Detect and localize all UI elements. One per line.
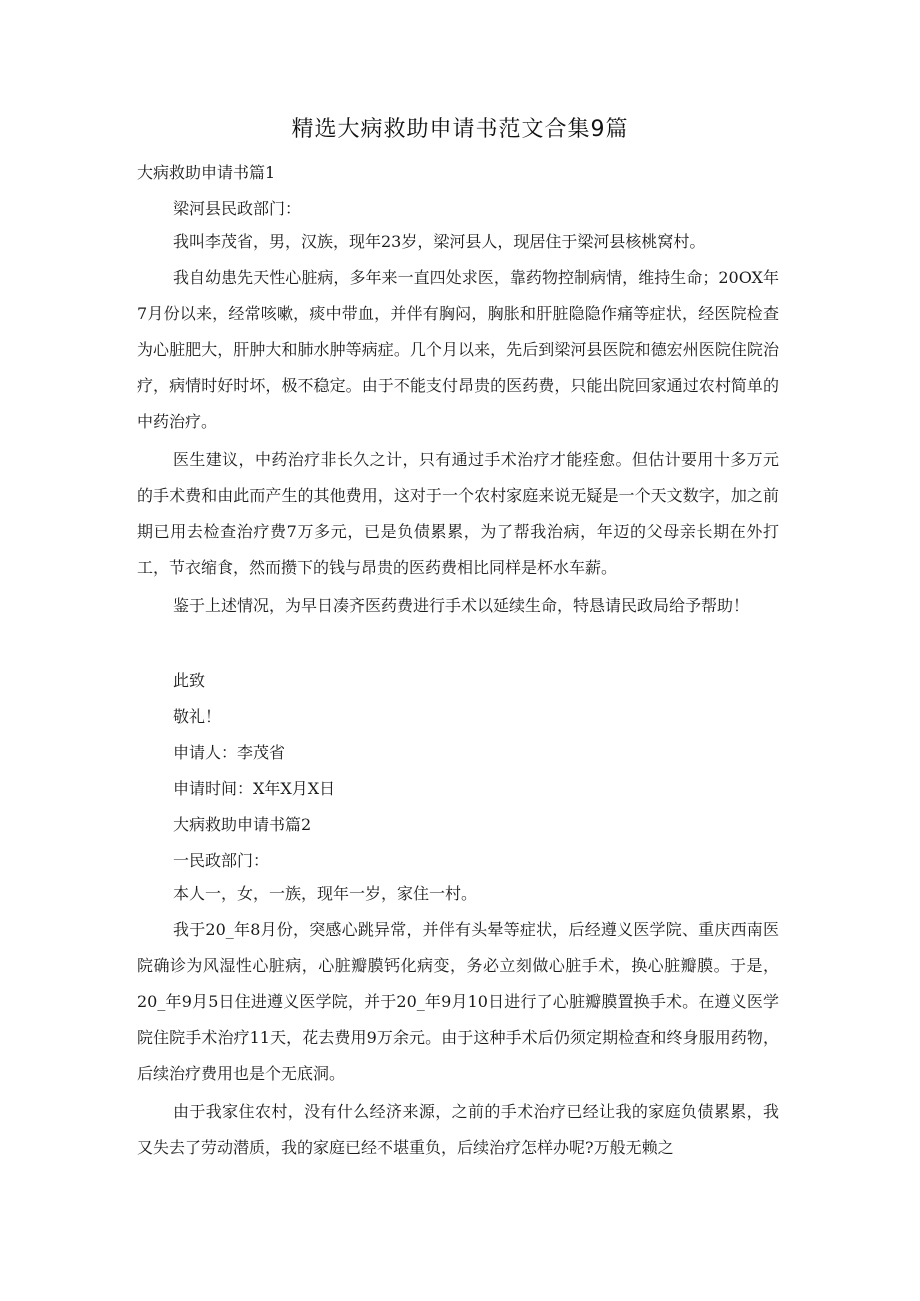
salutation: 一民政部门： <box>173 851 270 870</box>
application-date: 申请时间：X年X月X日 <box>173 779 336 798</box>
paragraph: 由于我家住农村，没有什么经济来源，之前的手术治疗已经让我的家庭负债累累，我又失去了劳动潜质，我的家庭已经不堪重负，后续治疗怎样办呢?万般无赖之 <box>137 1102 779 1157</box>
closing-line: 此致 <box>173 671 206 690</box>
paragraph: 鉴于上述情况，为早日凑齐医药费进行手术以延续生命，特恳请民政局给予帮助！ <box>173 596 750 615</box>
paragraph: 我自幼患先天性心脏病，多年来一直四处求医，靠药物控制病情，维持生命；20OX年7月份以来，经常咳嗽，痰中带血，并伴有胸闷，胸胀和肝脏隐隐作痛等症状，经医院检查为心脏肥大，肝肿大和肺水肿等病症。几个月以来，先后到梁河县医院和德宏州医院住院治疗，病情时好时坏，极不稳定。由于不能支付昂贵的医药费，只能出院回家通过农村简单的中药治疗。 <box>137 268 779 431</box>
section-heading: 大病救助申请书篇2 <box>173 815 312 834</box>
closing-line: 敬礼！ <box>173 707 222 726</box>
paragraph: 本人一，女，一族，现年一岁，家住一村。 <box>173 884 478 903</box>
applicant-name: 申请人：李茂省 <box>173 743 286 762</box>
paragraph: 我于20_年8月份，突感心跳异常，并伴有头晕等症状，后经遵义医学院、重庆西南医院确诊为风湿性心脏病，心脏瓣膜钙化病变，务必立刻做心脏手术，换心脏瓣膜。于是，20_年9月5日住进遵义医学院，并于20_年9月10日进行了心脏瓣膜置换手术。在遵义医学院住院手术治疗11天，花去费用9万余元。由于这种手术后仍须定期检查和终身服用药物，后续治疗费用也是个无底洞。 <box>137 920 779 1083</box>
section-heading: 大病救助申请书篇1 <box>137 163 276 182</box>
paragraph: 医生建议，中药治疗非长久之计，只有通过手术治疗才能痊愈。但估计要用十多万元的手术费和由此而产生的其他费用，这对于一个农村家庭来说无疑是一个天文数字，加之前期已用去检查治疗费7万多元，已是负债累累，为了帮我治病，年迈的父母亲长期在外打工，节衣缩食，然而攒下的钱与昂贵的医药费相比同样是杯水车薪。 <box>137 450 779 577</box>
document-title: 精选大病救助申请书范文合集9篇 <box>291 117 629 142</box>
salutation: 梁河县民政部门： <box>173 199 302 218</box>
paragraph: 我叫李茂省，男，汉族，现年23岁，梁河县人，现居住于梁河县核桃窝村。 <box>173 232 706 251</box>
